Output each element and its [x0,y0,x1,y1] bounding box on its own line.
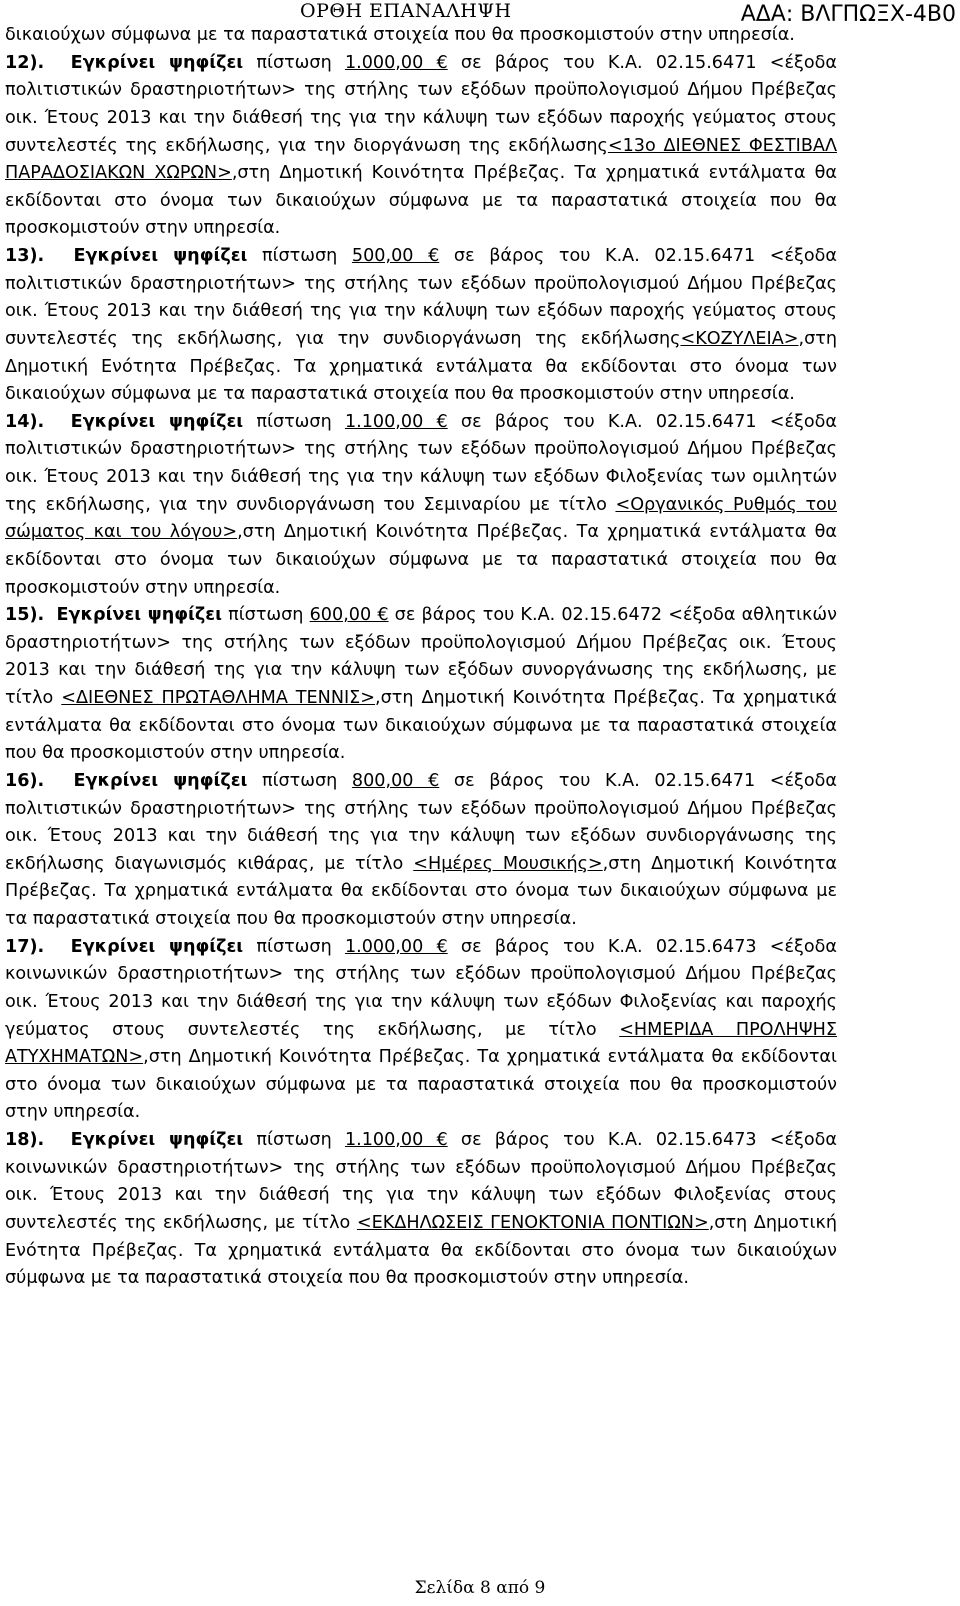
item-verb: Εγκρίνει ψηφίζει [73,246,248,266]
item-amount: 1.000,00 € [344,936,448,957]
item-event-title: <13ο ΔΙΕΘΝΕΣ ΦΕΣΤΙΒΑΛ ΠΑΡΑΔΟΣΙΑΚΩΝ ΧΩΡΩΝ> [5,135,837,184]
item-amount: 500,00 € [351,246,440,266]
item-text-c: ,στη Δημοτική Κοινότητα Πρέβεζας. Τα χρηματικά εντάλματα θα εκδίδονται στο όνομα των δικαιούχων σύμφωνα με τα παραστατικά στοιχεία που θα προσκομιστούν στην υπηρεσία. [5,853,837,929]
item-event-title: <ΕΚΔΗΛΩΣΕΙΣ ΓΕΝΟΚΤΟΝΙΑ ΠΟΝΤΙΩΝ> [356,1212,709,1233]
item-text-a: πίστωση [243,1130,345,1150]
decision-item-18 [5,1127,837,1293]
decision-item-16 [5,768,837,934]
header-title: ΟΡΘΗ ΕΠΑΝΑΛΗΨΗ [300,0,512,22]
decision-item-17 [5,934,837,1127]
page-number: Σελίδα 8 από 9 [414,1578,546,1598]
item-number: 17). [5,936,45,957]
item-text-a: πίστωση [247,770,352,791]
item-amount: 1.000,00 € [344,52,448,73]
item-verb: Εγκρίνει ψηφίζει [73,770,248,791]
item-event-title: <ΚΟΖΥΛΕΙΑ> [680,328,799,349]
item-verb: Εγκρίνει ψηφίζει [70,936,244,957]
item-event-title: <Οργανικός Ρυθμός του σώματος και του λόγου> [5,494,837,543]
item-text-b: σε βάρος του Κ.Α. 02.15.6471 <έξοδα πολιτιστικών δραστηριοτήτων> της στήλης των εξόδων προϋπολογισμού Δήμου Πρέβεζας οικ. Έτους 2013 και την διάθεσή της για την κάλυψη των εξόδων συνδιοργάνωσης της εκδήλωσης διαγωνισμός κιθάρας, με τίτλο [5,770,837,874]
decision-item-13 [5,243,837,409]
decision-item-15 [5,602,837,768]
item-amount: 800,00 € [351,770,440,791]
item-text-b: σε βάρος του Κ.Α. 02.15.6471 <έξοδα πολιτιστικών δραστηριοτήτων> της στήλης των εξόδων προϋπολογισμού Δήμου Πρέβεζας οικ. Έτους 2013 και την διάθεσή της για την κάλυψη των εξόδων παροχής γεύματος στους συντελεστές της εκδήλωσης, για την συνδιοργάνωση της εκδήλωσης [5,246,837,349]
item-text-a: πίστωση [247,246,352,266]
item-text-a: πίστωση [243,52,345,73]
document-body [5,22,837,1293]
item-number: 16). [5,770,45,791]
item-number: 12). [5,52,45,73]
item-amount: 600,00 € [309,605,389,626]
item-event-title: <ΔΙΕΘΝΕΣ ΠΡΩΤΑΘΛΗΜΑ ΤΕΝΝΙΣ> [61,688,376,708]
item-number: 14). [5,411,45,432]
item-text-c: ,στη Δημοτική Κοινότητα Πρέβεζας. Τα χρηματικά εντάλματα θα εκδίδονται στο όνομα των δικαιούχων σύμφωνα με τα παραστατικά στοιχεία που θα προσκομιστούν στην υπηρεσία. [5,1047,837,1123]
item-text-c: ,στη Δημοτική Ενότητα Πρέβεζας. Τα χρηματικά εντάλματα θα εκδίδονται στο όνομα των δικαιούχων σύμφωνα με τα παραστατικά στοιχεία που θα προσκομιστούν στην υπηρεσία. [5,1212,837,1289]
item-event-title: <Ημέρες Μουσικής> [413,853,603,874]
item-text-b: σε βάρος του Κ.Α. 02.15.6471 <έξοδα πολιτιστικών δραστηριοτήτων> της στήλης των εξόδων προϋπολογισμού Δήμου Πρέβεζας οικ. Έτους 2013 και την διάθεσή της για την κάλυψη των εξόδων παροχής γεύματος στους συντελεστές της εκδήλωσης, για την διοργάνωση της εκδήλωσης [5,52,837,156]
decision-item-12 [5,50,837,243]
item-verb: Εγκρίνει ψηφίζει [70,411,244,432]
item-number: 18). [5,1130,45,1150]
item-text-b: σε βάρος του Κ.Α. 02.15.6471 <έξοδα πολιτιστικών δραστηριοτήτων> της στήλης των εξόδων προϋπολογισμού Δήμου Πρέβεζας οικ. Έτους 2013 και την διάθεσή της για την κάλυψη των εξόδων Φιλοξενίας των ομιλητών της εκδήλωσης, για την συνδιοργάνωση του Σεμιναρίου με τίτλο [5,411,837,515]
ada-code: ΑΔΑ: ΒΛΓΠΩΞΧ-4Β0 [740,2,956,27]
item-amount: 1.100,00 € [344,411,448,432]
item-verb: Εγκρίνει ψηφίζει [70,1130,244,1150]
item-text-a: πίστωση [243,936,345,957]
item-text-b: σε βάρος του Κ.Α. 02.15.6473 <έξοδα κοινωνικών δραστηριοτήτων> της στήλης των εξόδων προϋπολογισμού Δήμου Πρέβεζας οικ. Έτους 2013 και την διάθεσή της για την κάλυψη των εξόδων Φιλοξενίας και παροχής γεύματος στους συντελεστές της εκδήλωσης, με τίτλο [5,936,837,1040]
item-number: 13). [5,246,45,266]
decision-item-14 [5,409,837,602]
item-text-c: ,στη Δημοτική Ενότητα Πρέβεζας. Τα χρηματικά εντάλματα θα εκδίδονται στο όνομα των δικαιούχων σύμφωνα με τα παραστατικά στοιχεία που θα προσκομιστούν στην υπηρεσία. [5,328,837,405]
item-text-c: ,στη Δημοτική Κοινότητα Πρέβεζας. Τα χρηματικά εντάλματα θα εκδίδονται στο όνομα των δικαιούχων σύμφωνα με τα παραστατικά στοιχεία που θα προσκομιστούν στην υπηρεσία. [5,522,837,598]
item-verb: Εγκρίνει ψηφίζει [70,52,244,73]
item-number: 15). [5,605,45,626]
item-text-c: ,στη Δημοτική Κοινότητα Πρέβεζας. Τα χρηματικά εντάλματα θα εκδίδονται στο όνομα των δικαιούχων σύμφωνα με τα παραστατικά στοιχεία που θα προσκομιστούν στην υπηρεσία. [5,163,837,239]
item-text-c: ,στη Δημοτική Κοινότητα Πρέβεζας. Τα χρηματικά εντάλματα θα εκδίδονται στο όνομα των δικαιούχων σύμφωνα με τα παραστατικά στοιχεία που θα προσκομιστούν στην υπηρεσία. [5,688,837,764]
item-text-a: πίστωση [221,605,310,626]
item-verb: Εγκρίνει ψηφίζει [56,605,222,626]
item-text-b: σε βάρος του Κ.Α. 02.15.6472 <έξοδα αθλητικών δραστηριοτήτων> της στήλης των εξόδων προϋπολογισμού Δήμου Πρέβεζας οικ. Έτους 2013 και την διάθεσή της για την κάλυψη των εξόδων συνοργάνωσης της εκδήλωσης, με τίτλο [5,605,837,708]
item-text-b: σε βάρος του Κ.Α. 02.15.6473 <έξοδα κοινωνικών δραστηριοτήτων> της στήλης των εξόδων προϋπολογισμού Δήμου Πρέβεζας οικ. Έτους 2013 και την διάθεσή της για την κάλυψη των εξόδων Φιλοξενίας στους συντελεστές της εκδήλωσης, με τίτλο [5,1130,837,1233]
item-event-title: <ΗΜΕΡΙΔΑ ΠΡΟΛΗΨΗΣ ΑΤΥΧΗΜΑΤΩΝ> [5,1019,837,1068]
intro-paragraph: δικαιούχων σύμφωνα με τα παραστατικά στοιχεία που θα προσκομιστούν στην υπηρεσία. [5,25,795,45]
item-amount: 1.100,00 € [344,1130,448,1150]
item-text-a: πίστωση [243,411,345,432]
